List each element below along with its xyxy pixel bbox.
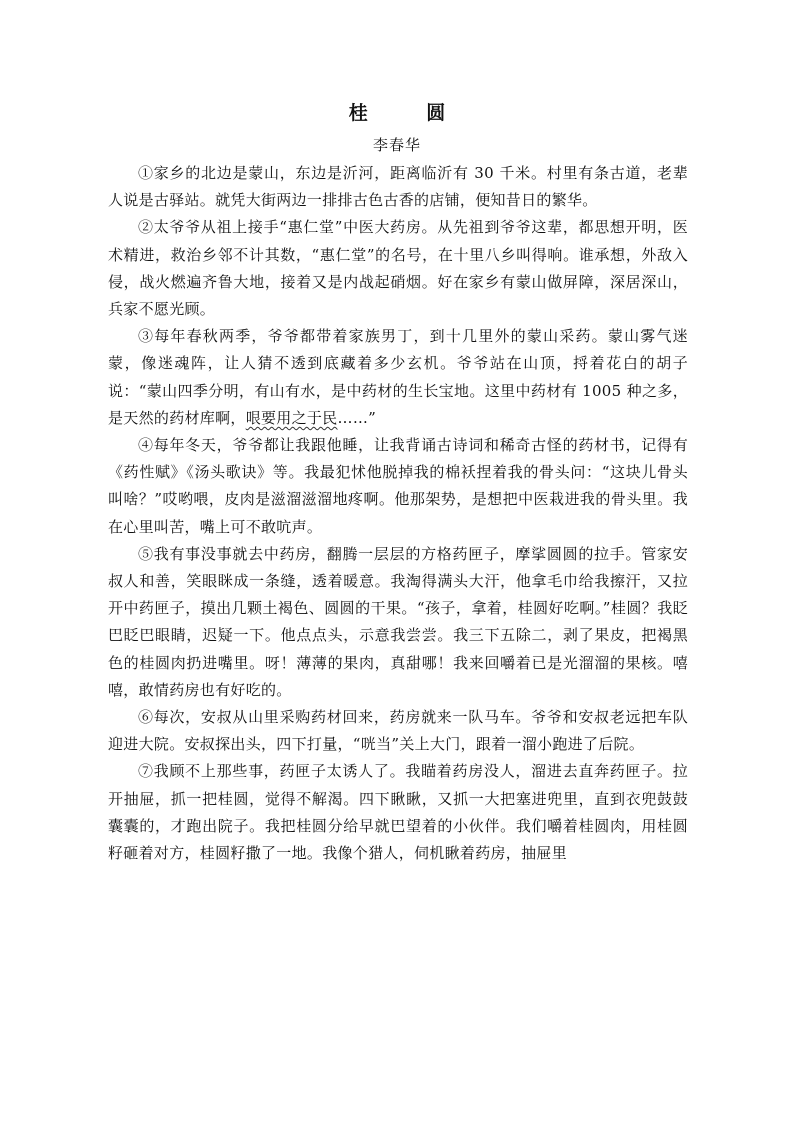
paragraph-3-text: ③每年春秋两季，爷爷都带着家族男丁，到十几里外的蒙山采药。蒙山雾气迷蒙，像迷魂阵，让人猜不透到底藏着多少玄机。爷爷站在山顶，捋着花白的胡子说：“蒙山四季分明，有山有水，是中药材的生长宝地。这里中药材有 1005 种之多，是天然的药材库啊， [108,327,688,427]
paragraph-5: ⑤我有事没事就去中药房，翻腾一层层的方格药匣子，摩挲圆圆的拉手。管家安叔人和善，笑眼眯成一条缝，透着暖意。我淘得满头大汗，他拿毛巾给我擦汗，又拉开中药匣子，摸出几颗土褐色、圆圆的干果。“孩子，拿着，桂圆好吃啊。”桂圆？我眨巴眨巴眼睛，迟疑一下。他点点头，示意我尝尝。我三下五除二，剥了果皮，把褐黑色的桂圆肉扔进嘴里。呀！薄薄的果肉，真甜哪！我来回嚼着已是光溜溜的果核。嘻嘻，敢情药房也有好吃的。 [108,544,688,699]
paragraph-3 [108,323,688,432]
paragraph-2: ②太爷爷从祖上接手“惠仁堂”中医大药房。从先祖到爷爷这辈，都思想开明，医术精进，救治乡邻不计其数，“惠仁堂”的名号，在十里八乡叫得响。谁承想，外敌入侵，战火燃遍齐鲁大地，接着又是内战起硝烟。好在家乡有蒙山做屏障，深居深山，兵家不愿光顾。 [108,218,688,319]
article-author: 李春华 [372,136,421,154]
paragraph-7: ⑦我顾不上那些事，药匣子太诱人了。我瞄着药房没人，溜进去直奔药匣子。拉开抽屉，抓一把桂圆，觉得不解渴。四下瞅瞅，又抓一大把塞进兜里，直到衣兜鼓鼓囊囊的，才跑出院子。我把桂圆分给早就巴望着的小伙伴。我们嚼着桂圆肉，用桂圆籽砸着对方，桂圆籽撒了一地。我像个猎人，伺机瞅着药房，抽屉里 [108,762,688,863]
article-body [108,160,688,867]
wavy-underlined-phrase: 哏要用之于民 [245,408,338,427]
paragraph-1: ①家乡的北边是蒙山，东边是沂河，距离临沂有 30 千米。村里有条古道，老辈人说是古驿站。就凭大街两边一排排古色古香的店铺，便知昔日的繁华。 [108,164,688,210]
article-title: 桂 圆 [348,102,472,124]
paragraph-4: ④每年冬天，爷爷都让我跟他睡，让我背诵古诗词和稀奇古怪的药材书，记得有《药性赋》《汤头歌诀》等。我最犯怵他脱掉我的棉袄捏着我的骨头问：“这块儿骨头叫啥？”哎哟喂，皮肉是滋溜滋溜地疼啊。他那架势，是想把中医栽进我的骨头里。我在心里叫苦，嘴上可不敢吭声。 [108,436,688,536]
paragraph-3-tail: ……” [337,408,377,427]
paragraph-6: ⑥每次，安叔从山里采购药材回来，药房就来一队马车。爷爷和安叔老远把车队迎进大院。安叔探出头，四下打量，“咣当”关上大门，跟着一溜小跑进了后院。 [108,708,688,754]
